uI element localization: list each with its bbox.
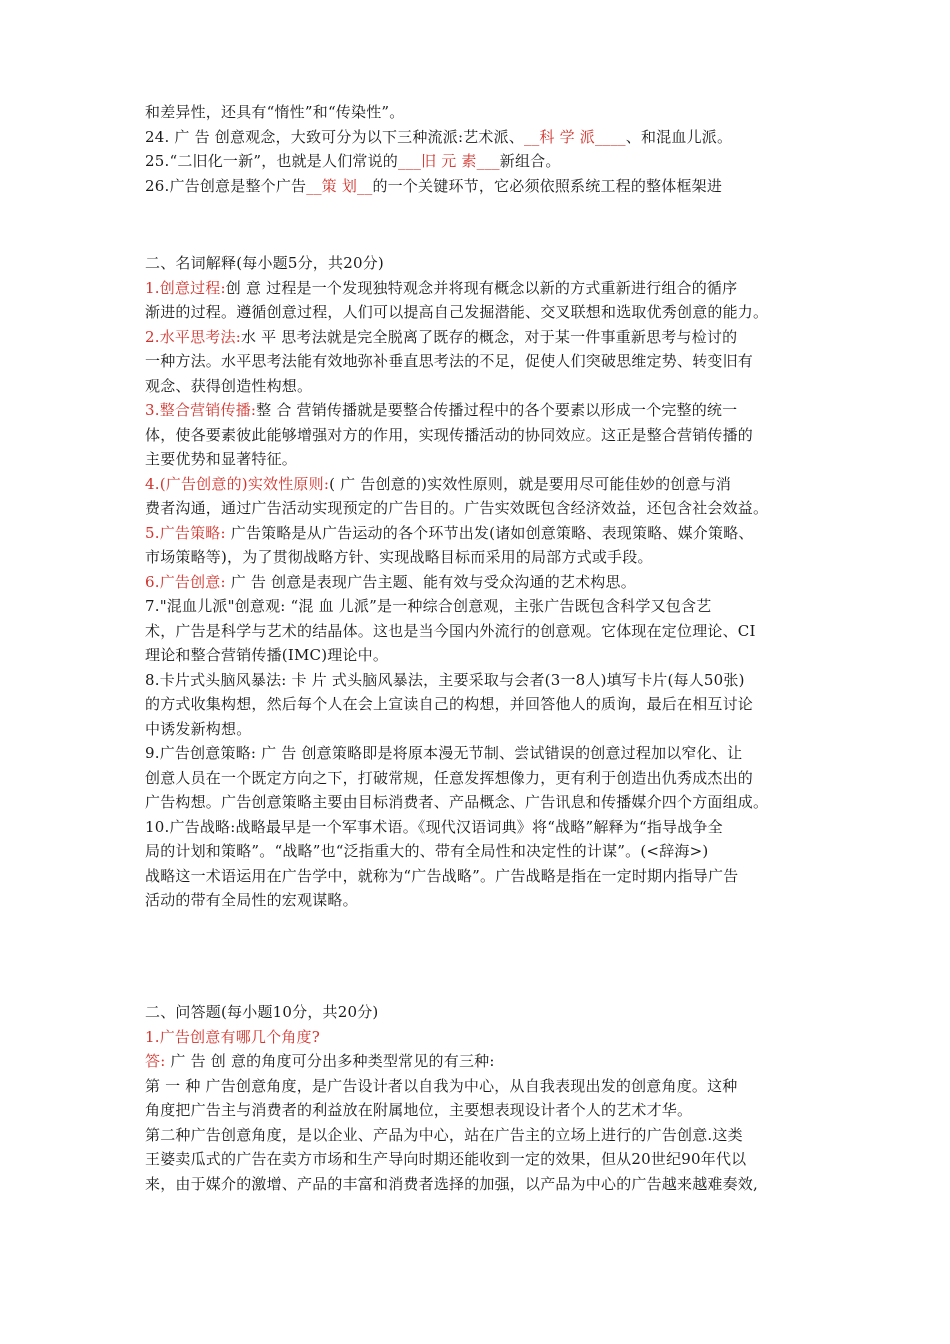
fill-25-answer: ___旧 元 素___ <box>398 152 500 170</box>
term-6-label: 6.广告创意: <box>145 572 226 591</box>
fill-26-text: 26.广告创意是整个广告 <box>145 176 307 195</box>
fill-line-tail: 和差异性，还具有“惰性”和“传染性”。 <box>145 103 405 121</box>
section-heading-qa: 二、问答题(每小题10分，共20分) <box>145 1003 379 1021</box>
term-9-line-2: 创意人员在一个既定方向之下，打破常规，任意发挥想像力，更有利于创造出仇秀成杰出的 <box>145 768 754 787</box>
term-6-text: 广 告 创意是表现广告主题、能有效与受众沟通的艺术构思。 <box>225 572 636 591</box>
section-heading-terms: 二、名词解释(每小题5分，共20分) <box>145 254 384 272</box>
term-2-line-2: 一种方法。水平思考法能有效地弥补垂直思考法的不足，促使人们突破思维定势、转变旧有 <box>145 352 754 370</box>
fill-24-text: 24. 广 告 创意观念，大致可分为以下三种流派:艺术派、 <box>145 127 525 146</box>
term-1 <box>145 276 825 301</box>
answer-1-text: 广 告 创 意的角度可分出多种类型常见的有三种: <box>165 1052 495 1070</box>
term-3 <box>145 398 825 423</box>
fill-26-tail: 的一个关键环节，它必须依照系统工程的整体框架进 <box>372 176 723 195</box>
fill-26-answer: __策 划__ <box>306 176 373 195</box>
term-10: 10.广告战略:战略最早是一个军事术语。《现代汉语词典》将“战略”解释为“指导战争全 <box>145 817 723 836</box>
term-8-line-3: 中诱发新构想。 <box>145 719 252 738</box>
question-1: 1.广告创意有哪几个角度? <box>145 1027 320 1046</box>
term-7-line-2: 术，广告是科学与艺术的结晶体。这也是当今国内外流行的创意观。它体现在定位理论、CI <box>145 621 756 640</box>
fill-item-25 <box>145 149 825 174</box>
term-8-line-2: 的方式收集构想，然后每个人在会上宣读自己的构想，并回答他人的质询，最后在相互讨论 <box>145 695 754 713</box>
term-4-line-2: 费者沟通，通过广告活动实现预定的广告目的。广告实效既包含经济效益，还包含社会效益。 <box>145 499 769 517</box>
answer-1-line-5: 王婆卖瓜式的广告在卖方市场和生产导向时期还能收到一定的效果，但从20世纪90年代以 <box>145 1150 747 1168</box>
term-9-line-3: 广告构想。广告创意策略主要由目标消费者、产品概念、广告讯息和传播媒介四个方面组成。 <box>145 793 769 811</box>
fill-24-tail: 、和混血儿派。 <box>625 127 733 146</box>
answer-label: 答: <box>145 1052 166 1070</box>
answer-1 <box>145 1049 825 1074</box>
fill-25-text: 25.“二旧化一新”，也就是人们常说的 <box>145 152 398 170</box>
term-1-text: 创 意 过程是一个发现独特观念并将现有概念以新的方式重新进行组合的循序 <box>225 278 738 297</box>
term-2-text: 水 平 思考法就是完全脱离了既存的概念，对于某一件事重新思考与检讨的 <box>240 327 738 346</box>
term-1-line-2: 渐进的过程。遵循创意过程，人们可以提高自己发掘潜能、交叉联想和选取优秀创意的能力。 <box>145 303 769 321</box>
term-3-line-3: 主要优势和显著特征。 <box>145 450 298 468</box>
answer-1-line-4: 第二种广告创意角度，是以企业、产品为中心，站在广告主的立场上进行的广告创意.这类 <box>145 1125 743 1144</box>
answer-1-line-3: 角度把广告主与消费者的利益放在附属地位，主要想表现设计者个人的艺术才华。 <box>145 1101 693 1119</box>
term-5 <box>145 521 825 546</box>
term-9: 9.广告创意策略: 广 告 创意策略即是将原本漫无节制、尝试错误的创意过程加以窄化、让 <box>145 744 743 762</box>
answer-1-line-2: 第 一 种 广告创意角度，是广告设计者以自我为中心，从自我表现出发的创意角度。这种 <box>145 1076 738 1095</box>
qa-section <box>145 1000 825 1196</box>
term-5-line-2: 市场策略等)，为了贯彻战略方针、实现战略目标而采用的局部方式或手段。 <box>145 548 653 566</box>
term-2-line-3: 观念、获得创造性构想。 <box>145 376 313 395</box>
term-4-text: ( 广 告创意的)实效性原则，就是要用尽可能佳妙的创意与消 <box>329 474 732 493</box>
term-10-line-3: 战略这一术语运用在广告学中，就称为“广告战略”。广告战略是指在一定时期内指导广告 <box>145 866 739 885</box>
term-6 <box>145 570 825 595</box>
term-2-label: 2.水平思考法: <box>145 327 241 346</box>
term-3-text: 整 合 营销传播就是要整合传播过程中的各个要素以形成一个完整的统一 <box>256 401 738 419</box>
fill-24-answer: __科 学 派____ <box>524 127 626 146</box>
term-4-label: 4.(广告创意的)实效性原则: <box>145 474 330 493</box>
term-10-line-2: 局的计划和策略”。“战略”也“泛指重大的、带有全局性和决定性的计谋”。(<辞海>) <box>145 842 709 860</box>
fill-25-tail: 新组合。 <box>499 152 561 170</box>
term-8: 8.卡片式头脑风暴法: 卡 片 式头脑风暴法，主要采取与会者(3一8人)填写卡片(每人50张) <box>145 670 745 689</box>
term-7-line-3: 理论和整合营销传播(IMC)理论中。 <box>145 646 389 664</box>
term-1-label: 1.创意过程: <box>145 278 226 297</box>
term-5-label: 5.广告策略: <box>145 523 226 542</box>
term-2 <box>145 325 825 350</box>
term-3-label: 3.整合营销传播: <box>145 401 257 419</box>
term-4 <box>145 472 825 497</box>
term-definitions-section <box>145 251 825 913</box>
term-7: 7."混血儿派"创意观: “混 血 儿派”是一种综合创意观，主张广告既包含科学又包含艺 <box>145 597 712 615</box>
fill-item-24 <box>145 125 825 150</box>
answer-1-line-6: 来，由于媒介的激增、产品的丰富和消费者选择的加强，以产品为中心的广告越来越难奏效, <box>145 1174 758 1193</box>
term-5-text: 广告策略是从广告运动的各个环节出发(诸如创意策略、表现策略、媒介策略、 <box>225 523 754 542</box>
fill-item-26 <box>145 174 825 199</box>
term-3-line-2: 体，使各要素彼此能够增强对方的作用，实现传播活动的协同效应。这正是整合营销传播的 <box>145 425 754 444</box>
fill-blank-section <box>145 100 825 198</box>
term-10-line-4: 活动的带有全局性的宏观谋略。 <box>145 891 358 909</box>
